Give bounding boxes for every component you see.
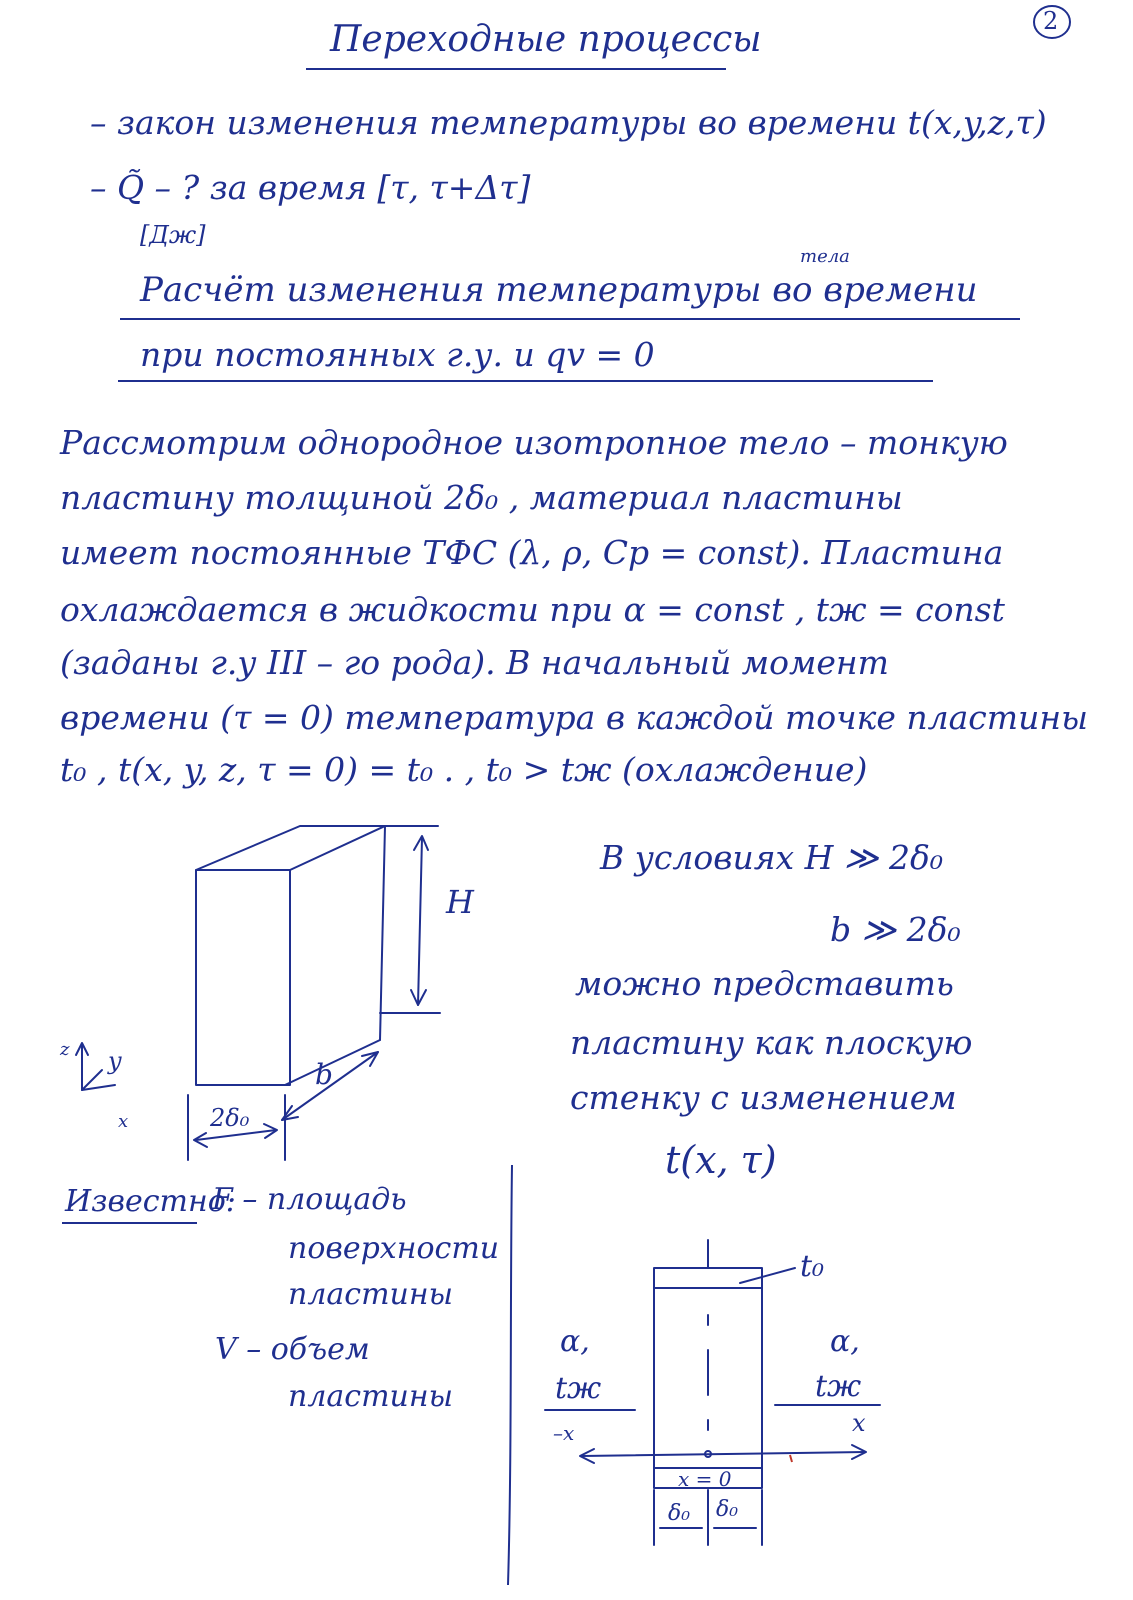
page-number: 2 — [1043, 7, 1059, 35]
right-delta-label: δ₀ — [716, 1497, 739, 1522]
section-line-1: Расчёт изменения температуры во времени — [140, 270, 978, 310]
section-underline-1 — [120, 318, 1020, 320]
label-h: H — [446, 883, 474, 921]
conditions-line-6: t(x, τ) — [665, 1138, 777, 1182]
title-underline — [306, 68, 726, 70]
known-label: Известно: — [65, 1184, 236, 1219]
known-f-line-3: пластины — [288, 1277, 454, 1312]
paragraph-line-5: (заданы г.у III – го рода). В начальный момент — [60, 643, 889, 682]
conditions-line-2: b ≫ 2δ₀ — [830, 910, 961, 949]
axis-y-label: y — [108, 1047, 122, 1075]
conditions-line-3: можно представить — [575, 964, 954, 1003]
axis-x-label: x — [118, 1111, 129, 1132]
left-t-label: tж — [555, 1371, 602, 1406]
paragraph-line-6: времени (τ = 0) температура в каждой точке пластины — [60, 698, 1088, 737]
paragraph-line-2: пластину толщиной 2δ₀ , материал пластины — [60, 478, 903, 517]
right-alpha-label: α, — [830, 1324, 860, 1359]
intro-line-2-unit: [Дж] — [140, 221, 206, 249]
right-t-label: tж — [815, 1369, 862, 1404]
label-b: b — [315, 1058, 333, 1091]
known-f-line-2: поверхности — [288, 1231, 500, 1266]
paragraph-line-4: охлаждается в жидкости при α = const , tж = const — [60, 590, 1005, 629]
known-f-line-1: F – площадь — [212, 1182, 407, 1217]
paragraph-line-3: имеет постоянные ТФС (λ, ρ, Cp = const). Пластина — [60, 533, 1004, 572]
conditions-line-5: стенку с изменением — [570, 1078, 957, 1117]
paragraph-line-1: Рассмотрим однородное изотропное тело – тонкую — [60, 423, 1008, 462]
conditions-line-4: пластину как плоскую — [570, 1023, 973, 1062]
left-alpha-label: α, — [560, 1324, 590, 1359]
x-axis-label: x — [852, 1409, 866, 1437]
known-v-line-1: V – объем — [215, 1332, 370, 1367]
minus-x-label: –x — [553, 1421, 575, 1445]
paragraph-line-7: t₀ , t(x, y, z, τ = 0) = t₀ . , t₀ > tж (охлаждение) — [60, 750, 868, 789]
section-t0-label: t₀ — [800, 1249, 825, 1284]
section-underline-2 — [118, 380, 933, 382]
known-v-line-2: пластины — [288, 1379, 454, 1414]
x-zero-label: x = 0 — [678, 1467, 732, 1491]
section-superscript: тела — [800, 246, 850, 267]
conditions-line-1: В условиях H ≫ 2δ₀ — [600, 838, 944, 877]
page-title: Переходные процессы — [330, 19, 762, 60]
known-underline — [62, 1222, 197, 1224]
intro-line-1: – закон изменения температуры во времени t(x,y,z,τ) — [90, 103, 1047, 142]
axis-z-label: z — [60, 1039, 70, 1060]
section-line-2: при постоянных г.у. и qv = 0 — [140, 335, 655, 374]
label-thickness: 2δ₀ — [210, 1104, 250, 1132]
left-delta-label: δ₀ — [668, 1501, 691, 1526]
intro-line-2: – Q̃ – ? за время [τ, τ+Δτ] — [90, 168, 531, 207]
